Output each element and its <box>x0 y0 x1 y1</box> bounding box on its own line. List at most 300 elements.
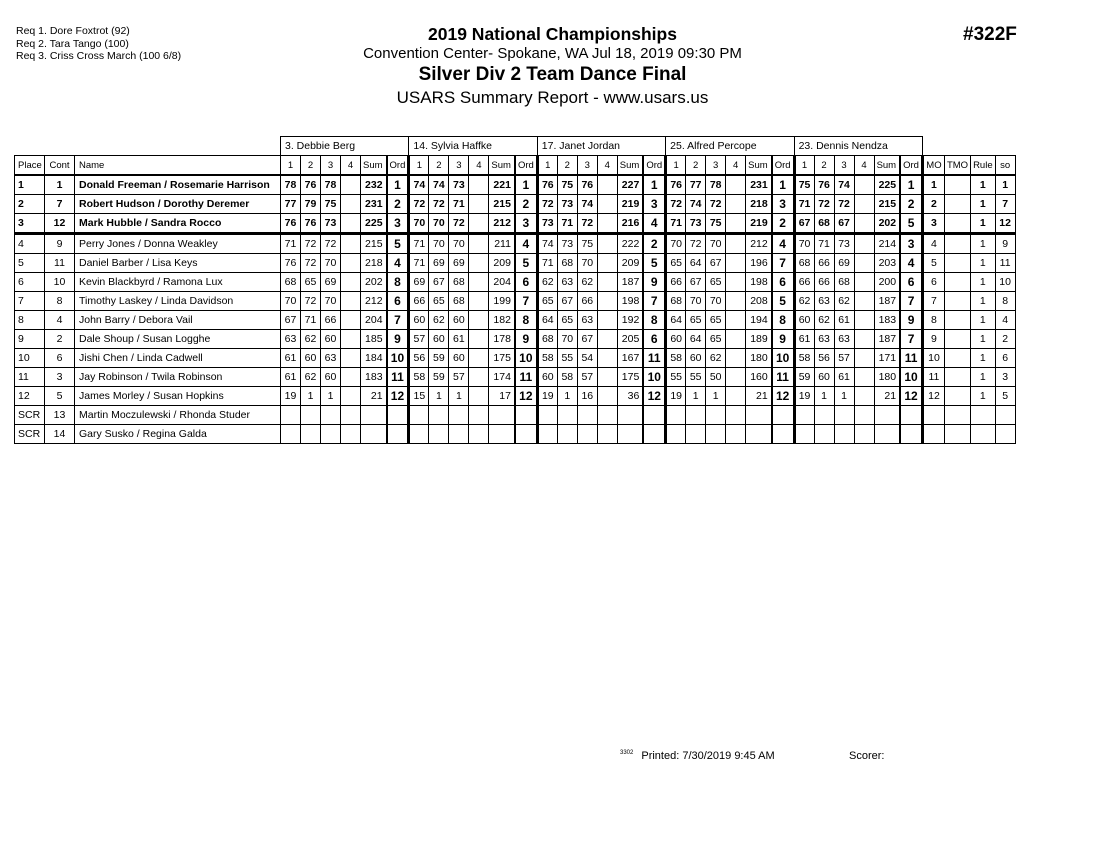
mo-cell: 4 <box>922 234 944 254</box>
score-cell <box>794 425 814 444</box>
score-cell: 67 <box>706 254 726 273</box>
score-cell <box>597 234 617 254</box>
sum-cell: 175 <box>489 349 515 368</box>
ordinal-cell: 4 <box>772 234 794 254</box>
ordinal-cell <box>387 425 409 444</box>
score-cell: 60 <box>429 330 449 349</box>
rule-cell: 1 <box>971 273 996 292</box>
so-cell <box>995 425 1015 444</box>
mo-cell: 6 <box>922 273 944 292</box>
score-cell: 61 <box>449 330 469 349</box>
sum-cell: 189 <box>746 330 772 349</box>
col-judge-5-3: 4 <box>854 156 874 176</box>
score-cell: 62 <box>577 273 597 292</box>
score-cell: 70 <box>577 254 597 273</box>
score-cell: 19 <box>281 387 301 406</box>
score-cell <box>341 387 361 406</box>
ordinal-cell: 2 <box>515 195 537 214</box>
score-cell: 63 <box>321 349 341 368</box>
judge-name: 23. Dennis Nendza <box>794 137 922 156</box>
score-cell <box>469 349 489 368</box>
score-cell: 72 <box>449 214 469 234</box>
ordinal-cell: 5 <box>900 214 922 234</box>
score-cell: 72 <box>301 292 321 311</box>
sum-cell: 21 <box>361 387 387 406</box>
sum-cell <box>746 406 772 425</box>
col-judge-2-5: Ord <box>515 156 537 176</box>
ordinal-cell <box>900 425 922 444</box>
score-cell: 69 <box>429 254 449 273</box>
cont-cell: 3 <box>45 368 75 387</box>
score-cell: 76 <box>301 175 321 195</box>
col-judge-1-5: Ord <box>387 156 409 176</box>
sum-cell: 183 <box>874 311 900 330</box>
sum-cell: 209 <box>489 254 515 273</box>
score-cell: 60 <box>301 349 321 368</box>
score-cell <box>726 234 746 254</box>
sum-cell: 215 <box>361 234 387 254</box>
score-cell: 70 <box>429 234 449 254</box>
score-cell <box>341 273 361 292</box>
ordinal-cell: 3 <box>515 214 537 234</box>
mo-cell: 1 <box>922 175 944 195</box>
result-row <box>15 406 1016 425</box>
sum-cell: 225 <box>874 175 900 195</box>
score-cell <box>666 425 686 444</box>
so-cell: 4 <box>995 311 1015 330</box>
ordinal-cell: 10 <box>900 368 922 387</box>
sum-cell: 218 <box>361 254 387 273</box>
score-cell: 75 <box>706 214 726 234</box>
col-judge-2-4: Sum <box>489 156 515 176</box>
score-cell <box>597 195 617 214</box>
ordinal-cell: 11 <box>772 368 794 387</box>
score-cell: 58 <box>537 349 557 368</box>
place-cell: 6 <box>15 273 45 292</box>
score-cell: 70 <box>449 234 469 254</box>
so-cell <box>995 406 1015 425</box>
result-row <box>15 368 1016 387</box>
score-cell: 1 <box>686 387 706 406</box>
score-cell: 57 <box>577 368 597 387</box>
score-cell: 67 <box>577 330 597 349</box>
score-cell: 77 <box>686 175 706 195</box>
score-cell <box>597 175 617 195</box>
sum-cell: 171 <box>874 349 900 368</box>
score-cell: 68 <box>449 273 469 292</box>
sum-cell: 215 <box>489 195 515 214</box>
ordinal-cell: 11 <box>387 368 409 387</box>
rule-cell <box>971 406 996 425</box>
score-cell: 73 <box>449 175 469 195</box>
sum-cell: 205 <box>617 330 643 349</box>
score-cell: 65 <box>706 273 726 292</box>
ordinal-cell: 3 <box>643 195 665 214</box>
score-cell <box>854 311 874 330</box>
sum-cell: 212 <box>489 214 515 234</box>
ordinal-cell: 8 <box>387 273 409 292</box>
result-row <box>15 214 1016 234</box>
score-cell <box>577 406 597 425</box>
score-cell <box>409 425 429 444</box>
score-cell <box>726 292 746 311</box>
score-cell: 75 <box>794 175 814 195</box>
ordinal-cell: 9 <box>387 330 409 349</box>
score-cell: 63 <box>281 330 301 349</box>
score-cell <box>469 406 489 425</box>
score-cell <box>281 406 301 425</box>
score-cell <box>469 387 489 406</box>
score-cell: 64 <box>666 311 686 330</box>
result-row <box>15 425 1016 444</box>
championship-title: 2019 National Championships <box>428 24 677 44</box>
score-cell: 78 <box>321 175 341 195</box>
ordinal-cell: 2 <box>772 214 794 234</box>
score-cell: 64 <box>686 254 706 273</box>
score-cell <box>301 425 321 444</box>
cont-cell: 5 <box>45 387 75 406</box>
ordinal-cell: 1 <box>900 175 922 195</box>
score-cell: 66 <box>814 254 834 273</box>
result-row <box>15 387 1016 406</box>
ordinal-cell: 7 <box>387 311 409 330</box>
col-judge-4-5: Ord <box>772 156 794 176</box>
score-cell: 1 <box>429 387 449 406</box>
score-cell: 54 <box>577 349 597 368</box>
score-cell: 78 <box>281 175 301 195</box>
col-judge-3-5: Ord <box>643 156 665 176</box>
score-cell: 19 <box>666 387 686 406</box>
score-cell <box>429 406 449 425</box>
score-cell: 72 <box>577 214 597 234</box>
score-cell: 68 <box>814 214 834 234</box>
tmo-cell <box>944 175 970 195</box>
score-cell <box>321 406 341 425</box>
tmo-cell <box>944 195 970 214</box>
so-cell: 3 <box>995 368 1015 387</box>
col-place: Place <box>15 156 45 176</box>
score-cell: 72 <box>834 195 854 214</box>
score-cell: 76 <box>666 175 686 195</box>
cont-cell: 4 <box>45 311 75 330</box>
sum-cell: 219 <box>617 195 643 214</box>
score-cell: 63 <box>834 330 854 349</box>
score-cell: 71 <box>409 254 429 273</box>
score-cell: 62 <box>794 292 814 311</box>
col-judge-3-4: Sum <box>617 156 643 176</box>
sum-cell: 174 <box>489 368 515 387</box>
score-cell: 73 <box>557 234 577 254</box>
score-cell <box>469 368 489 387</box>
result-row <box>15 254 1016 273</box>
ordinal-cell: 4 <box>515 234 537 254</box>
score-cell: 79 <box>301 195 321 214</box>
team-name-cell: James Morley / Susan Hopkins <box>75 387 281 406</box>
score-cell: 70 <box>429 214 449 234</box>
score-cell: 71 <box>557 214 577 234</box>
score-cell: 67 <box>834 214 854 234</box>
sum-cell: 178 <box>489 330 515 349</box>
score-cell <box>686 406 706 425</box>
score-cell: 64 <box>686 330 706 349</box>
score-cell: 71 <box>301 311 321 330</box>
score-cell: 75 <box>321 195 341 214</box>
ordinal-cell: 7 <box>643 292 665 311</box>
score-cell <box>854 406 874 425</box>
score-cell: 62 <box>429 311 449 330</box>
sum-cell: 231 <box>361 195 387 214</box>
cont-cell: 8 <box>45 292 75 311</box>
result-row <box>15 195 1016 214</box>
score-cell: 72 <box>429 195 449 214</box>
judge-name: 3. Debbie Berg <box>281 137 409 156</box>
rule-cell: 1 <box>971 387 996 406</box>
score-cell <box>726 254 746 273</box>
so-cell: 11 <box>995 254 1015 273</box>
score-cell <box>469 195 489 214</box>
score-cell <box>814 406 834 425</box>
score-cell: 67 <box>557 292 577 311</box>
rule-cell: 1 <box>971 292 996 311</box>
tmo-cell <box>944 330 970 349</box>
score-cell <box>301 406 321 425</box>
score-cell: 72 <box>706 195 726 214</box>
score-cell <box>341 292 361 311</box>
score-cell: 72 <box>409 195 429 214</box>
score-cell <box>341 425 361 444</box>
team-name-cell: Jishi Chen / Linda Cadwell <box>75 349 281 368</box>
score-cell: 62 <box>834 292 854 311</box>
team-name-cell: Mark Hubble / Sandra Rocco <box>75 214 281 234</box>
score-cell: 72 <box>537 195 557 214</box>
result-row <box>15 273 1016 292</box>
score-cell: 65 <box>301 273 321 292</box>
score-cell: 57 <box>834 349 854 368</box>
sum-cell: 202 <box>874 214 900 234</box>
col-judge-5-1: 2 <box>814 156 834 176</box>
score-cell <box>469 175 489 195</box>
score-cell <box>597 214 617 234</box>
score-cell <box>726 195 746 214</box>
score-cell: 1 <box>814 387 834 406</box>
col-judge-5-4: Sum <box>874 156 900 176</box>
results-table <box>14 136 1016 444</box>
score-cell: 65 <box>706 330 726 349</box>
cont-cell: 9 <box>45 234 75 254</box>
cont-cell: 2 <box>45 330 75 349</box>
score-cell: 16 <box>577 387 597 406</box>
score-cell: 70 <box>794 234 814 254</box>
col-judge-4-3: 4 <box>726 156 746 176</box>
score-cell: 70 <box>686 292 706 311</box>
score-cell <box>726 175 746 195</box>
sum-cell: 198 <box>617 292 643 311</box>
score-cell: 60 <box>686 349 706 368</box>
score-cell <box>469 311 489 330</box>
sum-cell: 203 <box>874 254 900 273</box>
ordinal-cell <box>900 406 922 425</box>
ordinal-cell: 8 <box>515 311 537 330</box>
score-cell <box>726 387 746 406</box>
score-cell: 58 <box>409 368 429 387</box>
sum-cell: 196 <box>746 254 772 273</box>
score-cell <box>577 425 597 444</box>
sum-cell: 204 <box>361 311 387 330</box>
score-cell: 60 <box>794 311 814 330</box>
sum-cell: 21 <box>874 387 900 406</box>
sum-cell: 215 <box>874 195 900 214</box>
rule-cell: 1 <box>971 349 996 368</box>
col-mo: MO <box>922 156 944 176</box>
so-cell: 10 <box>995 273 1015 292</box>
cont-cell: 12 <box>45 214 75 234</box>
event-number: #322F <box>963 24 1017 45</box>
cont-cell: 6 <box>45 349 75 368</box>
score-cell: 73 <box>686 214 706 234</box>
rule-cell: 1 <box>971 330 996 349</box>
score-cell: 15 <box>409 387 429 406</box>
col-so: so <box>995 156 1015 176</box>
score-cell: 66 <box>321 311 341 330</box>
score-cell: 61 <box>281 349 301 368</box>
sum-cell: 199 <box>489 292 515 311</box>
ordinal-cell: 3 <box>387 214 409 234</box>
score-cell: 76 <box>281 254 301 273</box>
score-cell: 72 <box>814 195 834 214</box>
score-cell <box>597 330 617 349</box>
ordinal-cell: 9 <box>772 330 794 349</box>
score-cell: 1 <box>449 387 469 406</box>
team-name-cell: Gary Susko / Regina Galda <box>75 425 281 444</box>
score-cell: 59 <box>429 368 449 387</box>
score-cell <box>321 425 341 444</box>
score-cell: 67 <box>686 273 706 292</box>
score-cell <box>557 425 577 444</box>
so-cell: 12 <box>995 214 1015 234</box>
sum-cell: 21 <box>746 387 772 406</box>
tmo-cell <box>944 311 970 330</box>
ordinal-cell <box>772 425 794 444</box>
place-cell: 11 <box>15 368 45 387</box>
so-cell: 6 <box>995 349 1015 368</box>
sum-cell: 187 <box>874 292 900 311</box>
score-cell <box>854 425 874 444</box>
ordinal-cell: 5 <box>772 292 794 311</box>
score-cell: 1 <box>557 387 577 406</box>
mo-cell: 3 <box>922 214 944 234</box>
ordinal-cell: 10 <box>387 349 409 368</box>
col-judge-3-2: 3 <box>577 156 597 176</box>
score-cell <box>794 406 814 425</box>
tmo-cell <box>944 273 970 292</box>
ordinal-cell: 6 <box>643 330 665 349</box>
score-cell <box>597 349 617 368</box>
score-cell: 70 <box>409 214 429 234</box>
sum-cell: 218 <box>746 195 772 214</box>
ordinal-cell: 5 <box>387 234 409 254</box>
score-cell: 71 <box>449 195 469 214</box>
mo-cell <box>922 425 944 444</box>
score-cell <box>854 254 874 273</box>
ordinal-cell: 7 <box>772 254 794 273</box>
score-cell <box>341 214 361 234</box>
score-cell: 75 <box>557 175 577 195</box>
score-cell: 74 <box>834 175 854 195</box>
score-cell: 56 <box>814 349 834 368</box>
blank-cell <box>15 137 281 156</box>
sum-cell <box>489 425 515 444</box>
score-cell: 57 <box>409 330 429 349</box>
ordinal-cell: 1 <box>643 175 665 195</box>
score-cell: 67 <box>794 214 814 234</box>
score-cell: 68 <box>666 292 686 311</box>
team-name-cell: Robert Hudson / Dorothy Deremer <box>75 195 281 214</box>
score-cell: 55 <box>686 368 706 387</box>
score-cell: 63 <box>577 311 597 330</box>
col-judge-1-3: 4 <box>341 156 361 176</box>
score-cell: 61 <box>834 311 854 330</box>
sum-cell: 222 <box>617 234 643 254</box>
score-cell: 74 <box>537 234 557 254</box>
mo-cell: 12 <box>922 387 944 406</box>
col-judge-4-1: 2 <box>686 156 706 176</box>
requirement-3: Req 3. Criss Cross March (100 6/8) <box>16 50 182 62</box>
score-cell: 66 <box>409 292 429 311</box>
ordinal-cell <box>387 406 409 425</box>
so-cell: 9 <box>995 234 1015 254</box>
team-name-cell: Timothy Laskey / Linda Davidson <box>75 292 281 311</box>
place-cell: 7 <box>15 292 45 311</box>
score-cell: 19 <box>794 387 814 406</box>
ordinal-cell: 5 <box>515 254 537 273</box>
team-name-cell: Donald Freeman / Rosemarie Harrison <box>75 175 281 195</box>
score-cell: 71 <box>281 234 301 254</box>
score-cell: 60 <box>409 311 429 330</box>
sum-cell: 198 <box>746 273 772 292</box>
mo-cell: 8 <box>922 311 944 330</box>
score-cell <box>854 175 874 195</box>
score-cell: 71 <box>666 214 686 234</box>
ordinal-cell: 1 <box>515 175 537 195</box>
col-judge-2-3: 4 <box>469 156 489 176</box>
judge-header-row <box>15 137 1016 156</box>
score-cell <box>706 406 726 425</box>
sum-cell: 184 <box>361 349 387 368</box>
ordinal-cell: 7 <box>515 292 537 311</box>
sum-cell: 209 <box>617 254 643 273</box>
score-cell: 60 <box>321 368 341 387</box>
ordinal-cell: 3 <box>900 234 922 254</box>
score-cell: 61 <box>281 368 301 387</box>
score-cell: 72 <box>301 234 321 254</box>
score-cell: 72 <box>666 195 686 214</box>
sum-cell: 167 <box>617 349 643 368</box>
ordinal-cell <box>643 406 665 425</box>
score-cell <box>469 425 489 444</box>
judge-name: 17. Janet Jordan <box>537 137 665 156</box>
ordinal-cell: 6 <box>900 273 922 292</box>
score-cell: 1 <box>321 387 341 406</box>
sum-cell: 200 <box>874 273 900 292</box>
sum-cell: 183 <box>361 368 387 387</box>
score-cell: 66 <box>577 292 597 311</box>
requirements-list <box>16 25 181 63</box>
rule-cell: 1 <box>971 175 996 195</box>
score-cell: 68 <box>449 292 469 311</box>
score-cell <box>429 425 449 444</box>
col-judge-1-0: 1 <box>281 156 301 176</box>
tmo-cell <box>944 425 970 444</box>
